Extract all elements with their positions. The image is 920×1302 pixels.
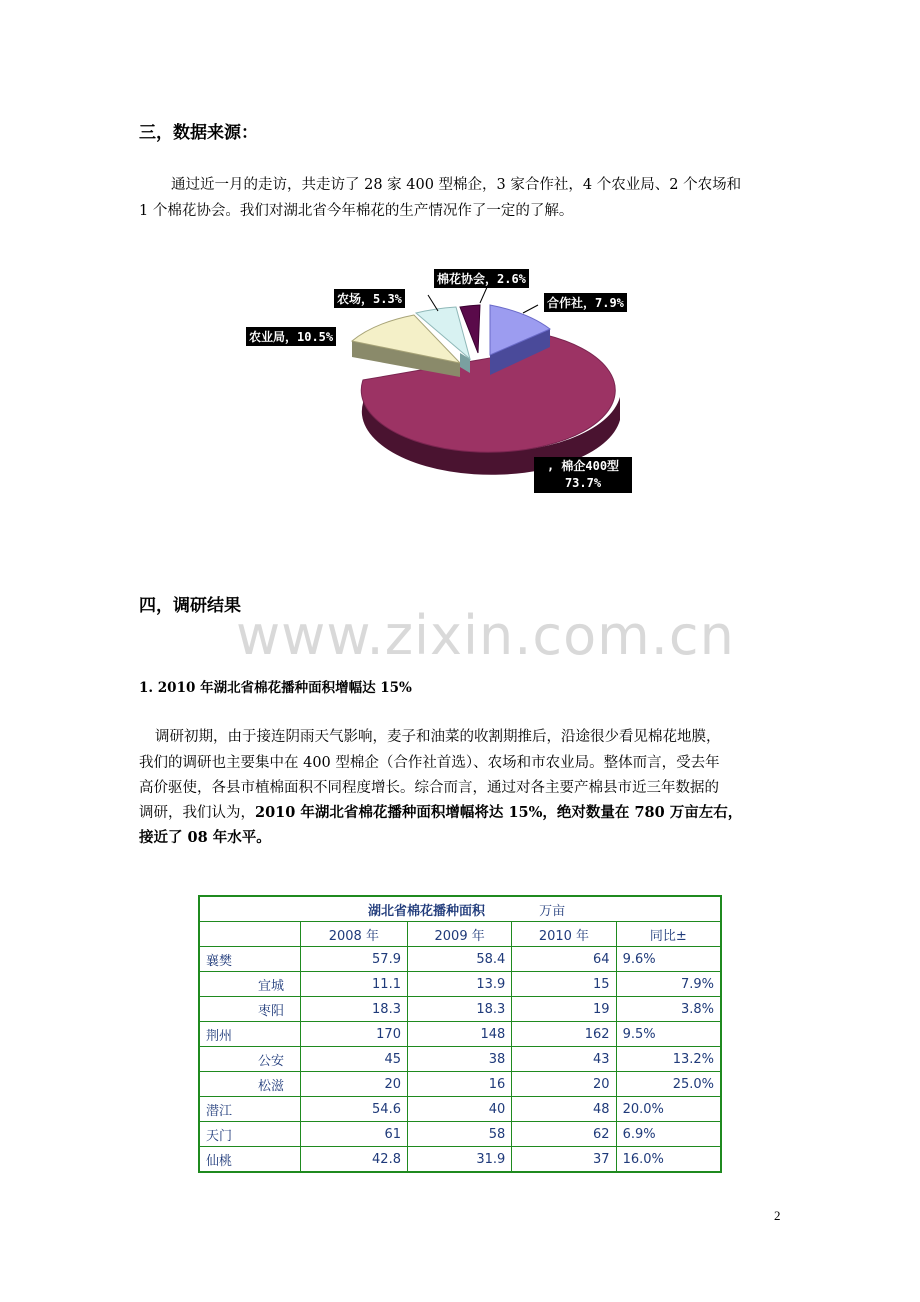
section3-para-line1: 通过近一月的走访，共走访了 28 家 400 型棉企，3 家合作社，4 个农业局、2 个农场和 [171, 177, 742, 193]
label-hezuoshe: 合作社，7.9% [544, 293, 627, 312]
result-para-line4-normal: 调研，我们认为， [139, 805, 255, 821]
table-cell-yoy: 16.0% [616, 1147, 721, 1173]
table-cell-2010: 19 [512, 997, 616, 1022]
result-para-line4 [139, 800, 742, 826]
table-cell-yoy: 9.6% [616, 947, 721, 972]
table-cell-2009: 31.9 [407, 1147, 511, 1173]
result-para-line2: 我们的调研也主要集中在 400 型棉企（合作社首选）、农场和市农业局。整体而言，受去年 [139, 755, 720, 771]
pie-chart [238, 255, 678, 500]
page-number: 2 [774, 1208, 781, 1223]
table-cell-2008: 42.8 [300, 1147, 407, 1173]
watermark: www.zixin.com.cn [236, 604, 735, 667]
table-cell-2010: 15 [512, 972, 616, 997]
table-cell-region: 公安 [199, 1047, 300, 1072]
table-cell-2009: 18.3 [407, 997, 511, 1022]
label-nongchang: 农场，5.3% [334, 289, 405, 308]
table-cell-2010: 162 [512, 1022, 616, 1047]
table-cell-region: 仙桃 [199, 1147, 300, 1173]
table-cell-2010: 62 [512, 1122, 616, 1147]
result-para-line4-bold: 2010 年湖北省棉花播种面积增幅将达 15%，绝对数量在 780 万亩左右， [255, 804, 743, 821]
table-cell-yoy: 7.9% [616, 972, 721, 997]
table-header-2008: 2008 年 [300, 922, 407, 947]
table-cell-region: 荆州 [199, 1022, 300, 1047]
table-cell-yoy: 13.2% [616, 1047, 721, 1072]
table-title: 湖北省棉花播种面积 [368, 903, 486, 919]
table-title-row [199, 896, 721, 922]
table-row [199, 972, 721, 997]
table-row [199, 1047, 721, 1072]
label-mianqi-name: , 棉企400型 [546, 459, 620, 473]
table-cell-region: 襄樊 [199, 947, 300, 972]
label-mianqi [534, 457, 632, 493]
table-unit: 万亩 [539, 903, 566, 919]
label-nongyeju: 农业局，10.5% [246, 327, 336, 346]
table-cell-yoy: 6.9% [616, 1122, 721, 1147]
subheading-1: 1. 2010 年湖北省棉花播种面积增幅达 15% [139, 680, 412, 696]
table-row [199, 947, 721, 972]
table-cell-2009: 38 [407, 1047, 511, 1072]
table-header-row [199, 922, 721, 947]
table-title-cell [199, 896, 721, 922]
label-xiehui: 棉花协会，2.6% [434, 269, 529, 288]
table-cell-yoy: 20.0% [616, 1097, 721, 1122]
table-cell-region: 枣阳 [199, 997, 300, 1022]
table-cell-region: 宜城 [199, 972, 300, 997]
table-cell-yoy: 9.5% [616, 1022, 721, 1047]
table-row [199, 1122, 721, 1147]
table-cell-2010: 43 [512, 1047, 616, 1072]
table-row [199, 1022, 721, 1047]
table-cell-2010: 48 [512, 1097, 616, 1122]
section4-heading: 四，调研结果 [139, 596, 241, 616]
table-header-2009: 2009 年 [407, 922, 511, 947]
label-mianqi-value: 73.7% [564, 476, 602, 490]
table-cell-region: 潜江 [199, 1097, 300, 1122]
table-cell-2009: 58.4 [407, 947, 511, 972]
table-row [199, 997, 721, 1022]
table-cell-2008: 20 [300, 1072, 407, 1097]
table-cell-2010: 64 [512, 947, 616, 972]
table-cell-yoy: 3.8% [616, 997, 721, 1022]
table-row [199, 1147, 721, 1173]
table-header-2010: 2010 年 [512, 922, 616, 947]
table-cell-2008: 57.9 [300, 947, 407, 972]
table-cell-yoy: 25.0% [616, 1072, 721, 1097]
section3-heading: 三，数据来源： [139, 123, 258, 143]
table-header-yoy: 同比± [616, 922, 721, 947]
table-row [199, 1097, 721, 1122]
table-cell-2009: 40 [407, 1097, 511, 1122]
table-cell-2009: 13.9 [407, 972, 511, 997]
result-para-line1: 调研初期，由于接连阴雨天气影响，麦子和油菜的收割期推后，沿途很少看见棉花地膜， [155, 729, 721, 745]
planting-area-table [198, 895, 722, 1173]
table-body [199, 947, 721, 1173]
table-cell-2008: 11.1 [300, 972, 407, 997]
table-cell-region: 天门 [199, 1122, 300, 1147]
section3-para-line2: 1 个棉花协会。我们对湖北省今年棉花的生产情况作了一定的了解。 [139, 203, 574, 219]
table-cell-2008: 61 [300, 1122, 407, 1147]
table-cell-2010: 37 [512, 1147, 616, 1173]
table-cell-2009: 148 [407, 1022, 511, 1047]
table-cell-2010: 20 [512, 1072, 616, 1097]
table-cell-2008: 54.6 [300, 1097, 407, 1122]
table-cell-region: 松滋 [199, 1072, 300, 1097]
result-para-line5: 接近了 08 年水平。 [139, 829, 271, 846]
table-cell-2008: 18.3 [300, 997, 407, 1022]
table-cell-2009: 58 [407, 1122, 511, 1147]
table-header-empty [199, 922, 300, 947]
result-para-line3: 高价驱使，各县市植棉面积不同程度增长。综合而言，通过对各主要产棉县市近三年数据的 [139, 780, 719, 796]
table-cell-2008: 170 [300, 1022, 407, 1047]
table-cell-2008: 45 [300, 1047, 407, 1072]
table-row [199, 1072, 721, 1097]
table-cell-2009: 16 [407, 1072, 511, 1097]
